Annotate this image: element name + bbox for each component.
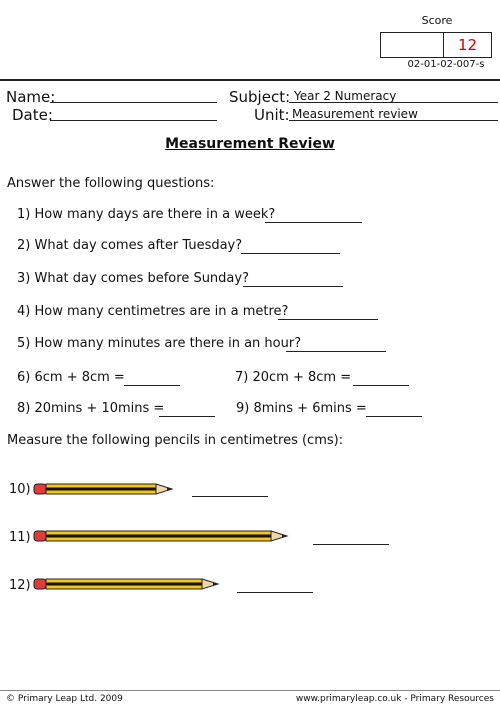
pencil-label-12: 12)	[9, 578, 31, 593]
pencil-11-shape	[34, 531, 287, 541]
answer-11[interactable]	[313, 543, 389, 545]
question-1: 1) How many days are there in a week?	[17, 207, 276, 222]
answer-10[interactable]	[192, 495, 268, 497]
question-8: 8) 20mins + 10mins =	[17, 401, 165, 416]
page-title: Measurement Review	[165, 136, 335, 152]
answer-6[interactable]	[124, 384, 180, 386]
subject-value: Year 2 Numeracy	[294, 89, 397, 103]
unit-label: Unit:	[254, 106, 290, 124]
pencil-instructions: Measure the following pencils in centimetres (cms):	[7, 433, 344, 448]
score-value: 12	[457, 36, 478, 54]
question-7: 7) 20cm + 8cm =	[235, 370, 352, 385]
worksheet-code: 02-01-02-007-s	[407, 59, 485, 70]
name-label: Name:	[6, 88, 56, 106]
subject-label: Subject:	[229, 88, 291, 106]
footer-copyright: © Primary Leap Ltd. 2009	[6, 694, 123, 704]
answer-3[interactable]	[243, 285, 343, 287]
pencil-10	[33, 481, 193, 497]
answer-4[interactable]	[278, 318, 378, 320]
question-5: 5) How many minutes are there in an hour?	[17, 336, 302, 351]
pencil-12-shape	[34, 579, 218, 589]
pencil-12	[33, 576, 243, 592]
pencil-label-10: 10)	[9, 482, 31, 497]
name-field[interactable]	[50, 102, 217, 103]
answer-9[interactable]	[366, 415, 422, 417]
question-2: 2) What day comes after Tuesday?	[17, 238, 243, 253]
score-box	[380, 32, 492, 58]
question-6: 6) 6cm + 8cm =	[17, 370, 125, 385]
unit-value: Measurement review	[292, 107, 418, 121]
answer-1[interactable]	[265, 221, 362, 223]
date-field[interactable]	[50, 120, 217, 121]
pencil-11	[33, 528, 313, 544]
pencil-label-11: 11)	[9, 530, 31, 545]
pencil-eraser	[34, 531, 46, 541]
score-label: Score	[421, 14, 453, 27]
instructions: Answer the following questions:	[7, 176, 215, 191]
question-3: 3) What day comes before Sunday?	[17, 271, 249, 286]
question-4: 4) How many centimetres are in a metre?	[17, 304, 289, 319]
pencil-10-shape	[34, 484, 172, 494]
pencil-eraser	[34, 579, 46, 589]
answer-7[interactable]	[353, 384, 409, 386]
footer-site: www.primaryleap.co.uk - Primary Resources	[295, 694, 494, 704]
header-divider	[0, 79, 500, 81]
answer-5[interactable]	[286, 350, 386, 352]
answer-12[interactable]	[237, 591, 313, 593]
question-9: 9) 8mins + 6mins =	[236, 401, 367, 416]
footer-divider	[0, 690, 500, 691]
answer-2[interactable]	[241, 252, 340, 254]
date-label: Date:	[12, 106, 53, 124]
pencil-eraser	[34, 484, 46, 494]
answer-8[interactable]	[159, 415, 215, 417]
